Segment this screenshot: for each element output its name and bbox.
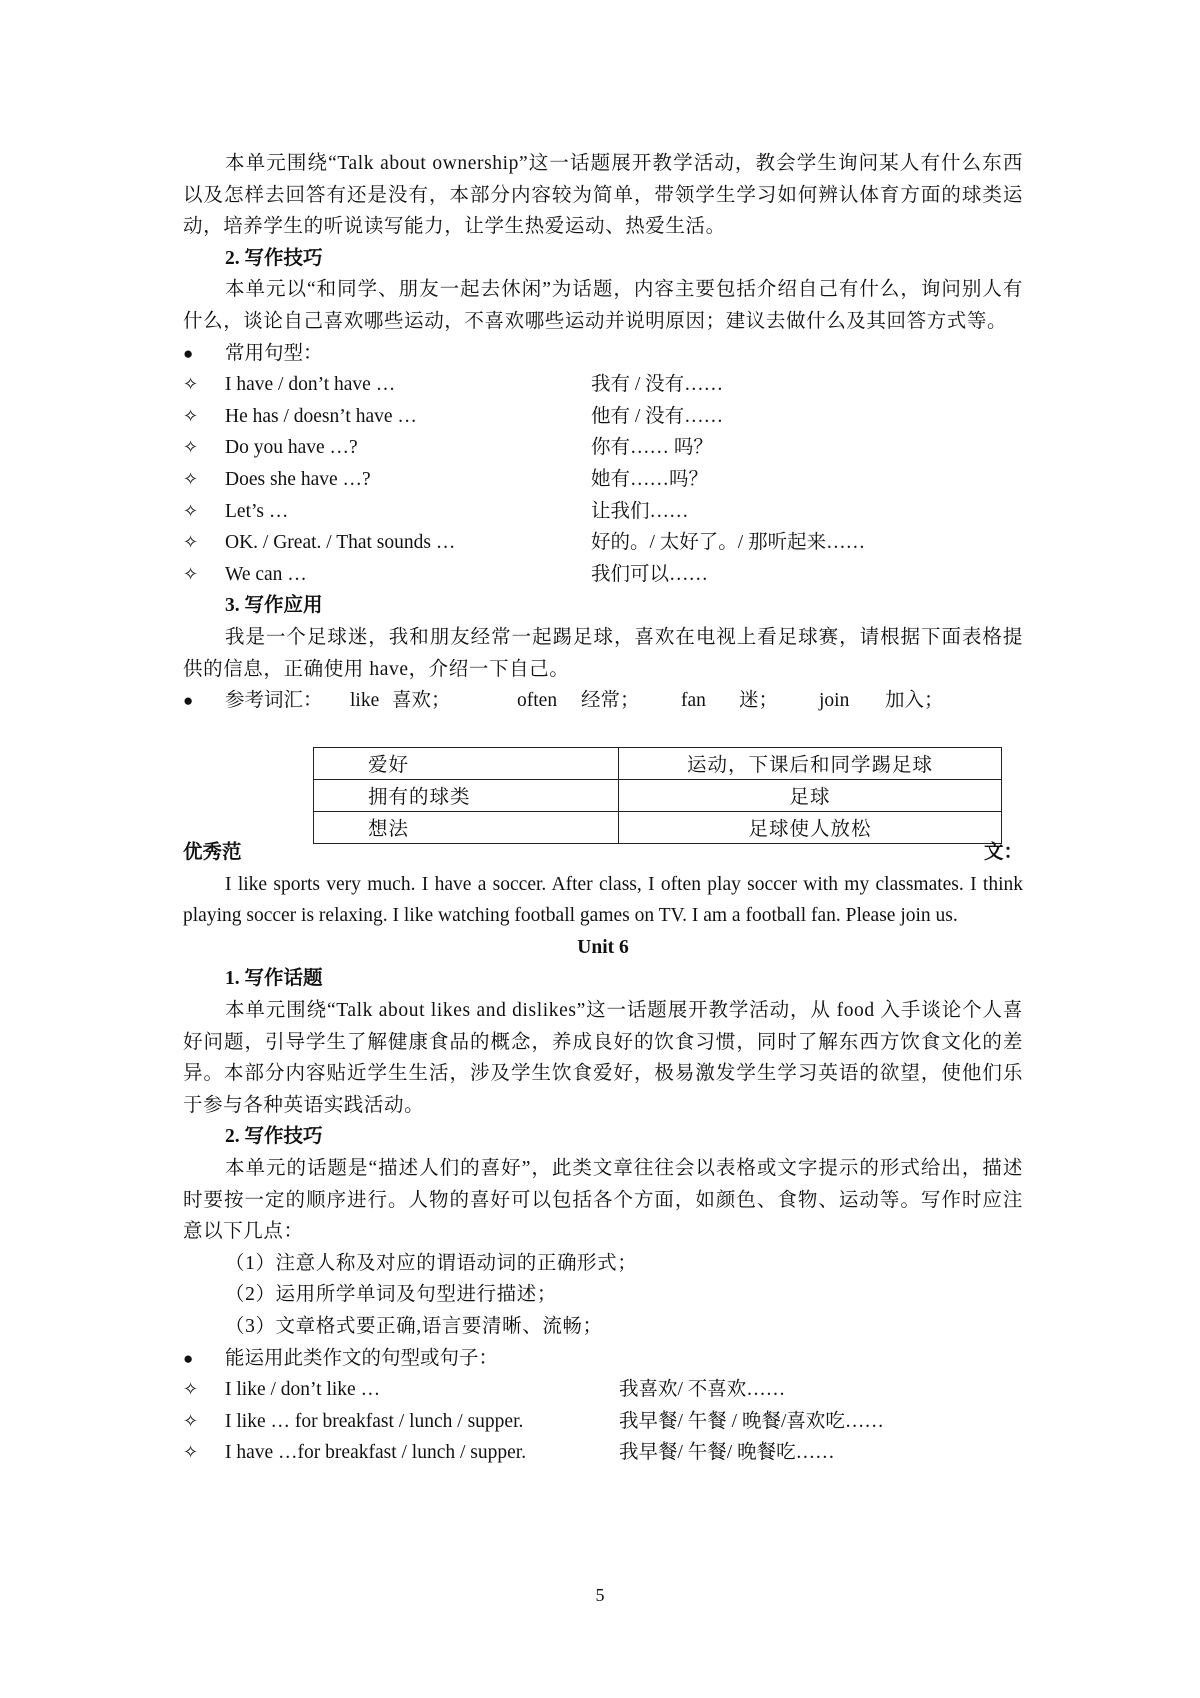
pattern-english: I like … for breakfast / lunch / supper. bbox=[225, 1410, 524, 1432]
pattern-english: OK. / Great. / That sounds … bbox=[225, 532, 456, 554]
pattern-english: I like / don’t like … bbox=[225, 1379, 381, 1401]
unit6-patterns-label-row bbox=[183, 1343, 1023, 1375]
unit5-patterns-label-row bbox=[183, 338, 1023, 370]
table-cell-label: 爱好 bbox=[314, 747, 619, 779]
table-row bbox=[314, 747, 1002, 779]
unit5-heading-technique: 2. 写作技巧 bbox=[225, 247, 323, 269]
pattern-row bbox=[183, 496, 1023, 528]
pattern-english: He has / doesn’t have … bbox=[225, 405, 417, 427]
pattern-english: Do you have …? bbox=[225, 437, 358, 459]
unit6-heading-technique: 2. 写作技巧 bbox=[225, 1126, 323, 1148]
pattern-chinese: 我喜欢/ 不喜欢…… bbox=[619, 1379, 786, 1401]
patterns-label: 常用句型： bbox=[225, 342, 323, 364]
diamond-icon: ✧ bbox=[183, 563, 199, 584]
unit6-point: （2）运用所学单词及句型进行描述； bbox=[225, 1284, 557, 1306]
vocab-meaning: 喜欢； bbox=[392, 690, 451, 712]
pattern-row bbox=[183, 1406, 1023, 1438]
pattern-row bbox=[183, 559, 1023, 591]
table-row bbox=[314, 779, 1002, 811]
pattern-row bbox=[183, 1437, 1023, 1469]
unit5-task-paragraph: 我是一个足球迷，我和朋友经常一起踢足球，喜欢在电视上看足球赛，请根据下面表格提供的信息，正确使用 have，介绍一下自己。 bbox=[183, 626, 1023, 680]
vocab-word: often bbox=[517, 690, 558, 712]
table-cell-label: 拥有的球类 bbox=[314, 779, 619, 811]
pattern-row bbox=[183, 1374, 1023, 1406]
table-cell-value: 足球使人放松 bbox=[619, 811, 1002, 843]
pattern-english: I have …for breakfast / lunch / supper. bbox=[225, 1442, 527, 1464]
unit5-intro-paragraph: 本单元围绕“Talk about ownership”这一话题展开教学活动，教会学生询问某人有什么东西以及怎样去回答有还是没有，本部分内容较为简单，带领学生学习如何辨认体育方面的球类运动，培养学生的听说读写能力，让学生热爱运动、热爱生活。 bbox=[183, 153, 1023, 238]
vocab-word: fan bbox=[681, 690, 706, 712]
table-cell-value: 运动，下课后和同学踢足球 bbox=[619, 747, 1002, 779]
pattern-english: Let’s … bbox=[225, 500, 289, 522]
pattern-english: Does she have …? bbox=[225, 468, 371, 490]
unit6-point: （3）文章格式要正确,语言要清晰、流畅； bbox=[225, 1316, 603, 1337]
diamond-icon: ✧ bbox=[183, 374, 199, 395]
vocab-word: join bbox=[819, 690, 850, 712]
diamond-icon: ✧ bbox=[183, 1379, 199, 1400]
pattern-chinese: 让我们…… bbox=[591, 500, 689, 522]
pattern-chinese: 你有…… 吗？ bbox=[591, 437, 713, 459]
vocab-meaning: 迷； bbox=[739, 690, 779, 712]
pattern-chinese: 我早餐/ 午餐/ 晚餐吃…… bbox=[619, 1442, 835, 1464]
pattern-row bbox=[183, 369, 1023, 401]
pattern-row bbox=[183, 401, 1023, 433]
unit6-technique-paragraph: 本单元的话题是“描述人们的喜好”，此类文章往往会以表格或文字提示的形式给出，描述时要按一定的顺序进行。人物的喜好可以包括各个方面，如颜色、食物、运动等。写作时应注意以下几点： bbox=[183, 1158, 1023, 1243]
info-table-wrapper bbox=[183, 717, 1023, 847]
vocab-label: 参考词汇： bbox=[225, 690, 323, 712]
diamond-icon: ✧ bbox=[183, 437, 199, 458]
model-essay-heading bbox=[183, 841, 1023, 879]
unit6-pattern-list bbox=[183, 1374, 1023, 1469]
pattern-row bbox=[183, 464, 1023, 496]
page-content bbox=[183, 148, 1023, 1469]
vocab-meaning: 经常； bbox=[581, 690, 640, 712]
bullet-icon: ● bbox=[183, 1348, 194, 1368]
diamond-icon: ✧ bbox=[183, 500, 199, 521]
vocab-word: like bbox=[350, 690, 380, 712]
diamond-icon: ✧ bbox=[183, 468, 199, 489]
unit5-vocab-row bbox=[183, 685, 1023, 717]
patterns-label: 能运用此类作文的句型或句子： bbox=[225, 1347, 499, 1369]
diamond-icon: ✧ bbox=[183, 532, 199, 553]
table-cell-label: 想法 bbox=[314, 811, 619, 843]
pattern-chinese: 好的。/ 太好了。/ 那听起来…… bbox=[591, 532, 866, 554]
vocab-meaning: 加入； bbox=[885, 690, 944, 712]
model-essay-label-left: 优秀范 bbox=[183, 841, 242, 863]
unit6-point: （1）注意人称及对应的谓语动词的正确形式； bbox=[225, 1252, 638, 1274]
unit5-technique-paragraph: 本单元以“和同学、朋友一起去休闲”为话题，内容主要包括介绍自己有什么，询问别人有什么，谈论自己喜欢哪些运动，不喜欢哪些运动并说明原因；建议去做什么及其回答方式等。 bbox=[183, 279, 1023, 332]
pattern-english: We can … bbox=[225, 563, 307, 585]
model-essay-label-right: 文： bbox=[983, 841, 1023, 863]
table-cell-value: 足球 bbox=[619, 779, 1002, 811]
diamond-icon: ✧ bbox=[183, 1442, 199, 1463]
pattern-row bbox=[183, 432, 1023, 464]
pattern-chinese: 我早餐/ 午餐 / 晚餐/喜欢吃…… bbox=[619, 1410, 884, 1432]
pattern-chinese: 他有 / 没有…… bbox=[591, 405, 724, 427]
unit6-heading-topic: 1. 写作话题 bbox=[225, 968, 323, 990]
info-table bbox=[313, 747, 1002, 844]
pattern-row bbox=[183, 527, 1023, 559]
page-number: 5 bbox=[595, 1585, 605, 1605]
pattern-chinese: 我们可以…… bbox=[591, 563, 709, 585]
unit5-pattern-list bbox=[183, 369, 1023, 590]
pattern-chinese: 我有 / 没有…… bbox=[591, 374, 724, 396]
bullet-icon: ● bbox=[183, 691, 194, 711]
table-row bbox=[314, 811, 1002, 843]
unit6-title: Unit 6 bbox=[577, 936, 629, 958]
diamond-icon: ✧ bbox=[183, 1410, 199, 1431]
pattern-english: I have / don’t have … bbox=[225, 374, 396, 396]
diamond-icon: ✧ bbox=[183, 405, 199, 426]
unit6-topic-paragraph: 本单元围绕“Talk about likes and dislikes”这一话题展开教学活动，从 food 入手谈论个人喜好问题，引导学生了解健康食品的概念，养成良好的饮食习惯，同时了解东西方饮食文化的差异。本部分内容贴近学生生活，涉及学生饮食爱好，极易激发学生学习英语的欲望，使他们乐于参与各种英语实践活动。 bbox=[183, 1000, 1023, 1116]
pattern-chinese: 她有……吗？ bbox=[591, 468, 709, 490]
bullet-icon: ● bbox=[183, 343, 194, 363]
model-essay-text: I like sports very much. I have a soccer. After class, I often play soccer with my classmates. I think playing soccer is relaxing. I like watching football games on TV. I am a football fan. Please join us. bbox=[183, 873, 1023, 927]
unit5-heading-application: 3. 写作应用 bbox=[225, 595, 323, 617]
